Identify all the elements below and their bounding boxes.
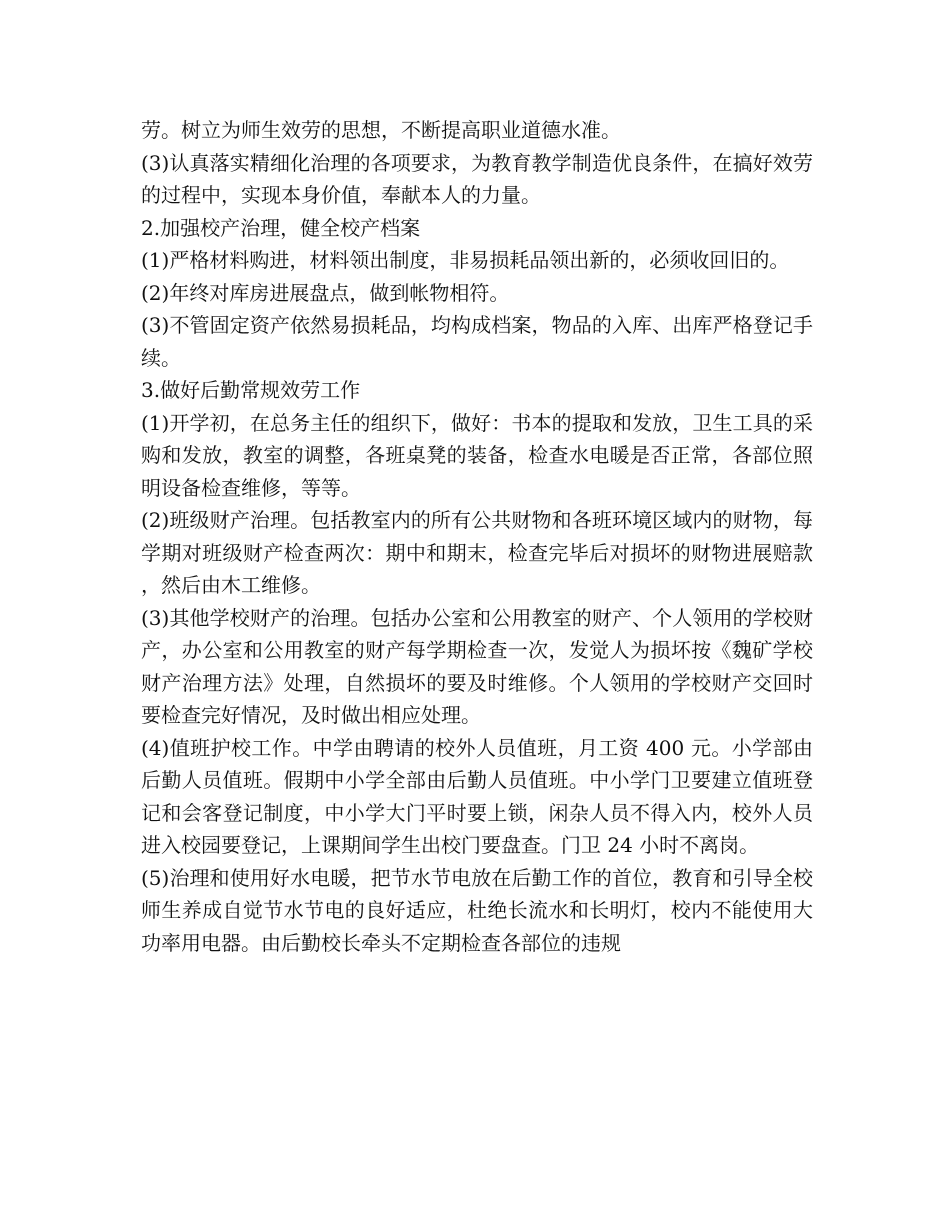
document-body: [141, 114, 813, 959]
section-heading-routine-service: 3.做好后勤常规效劳工作: [141, 378, 361, 402]
paragraph-refined-management: (3)认真落实精细化治理的各项要求，为教育教学制造优良条件，在搞好效劳的过程中，实现本身价值，奉献本人的力量。: [141, 150, 813, 207]
paragraph-duty-guard: (4)值班护校工作。中学由聘请的校外人员值班，月工资 400 元。小学部由后勤人员值班。假期中小学全部由后勤人员值班。中小学门卫要建立值班登记和会客登记制度，中小学大门平时要上锁，闲杂人员不得入内，校外人员进入校园要登记，上课期间学生出校门要盘查。门卫 24 小时不离岗。: [141, 735, 813, 857]
paragraph-asset-records: (3)不管固定资产依然易损耗品，均构成档案，物品的入库、出库严格登记手续。: [141, 313, 813, 370]
section-heading-property: 2.加强校产治理，健全校产档案: [141, 215, 421, 240]
paragraph-class-property: (2)班级财产治理。包括教室内的所有公共财物和各班环境区域内的财物，每学期对班级财产检查两次：期中和期末，检查完毕后对损坏的财物进展赔款，然后由木工维修。: [141, 508, 813, 597]
paragraph-other-property: (3)其他学校财产的治理。包括办公室和公用教室的财产、个人领用的学校财产，办公室和公用教室的财产每学期检查一次，发觉人为损坏按《魏矿学校财产治理方法》处理，自然损坏的要及时维修。个人领用的学校财产交回时要检查完好情况，及时做出相应处理。: [141, 605, 813, 727]
paragraph-intro-service: 劳。树立为师生效劳的思想，不断提高职业道德水准。: [141, 118, 621, 142]
paragraph-semester-start: (1)开学初，在总务主任的组织下，做好：书本的提取和发放，卫生工具的采购和发放，教室的调整，各班桌凳的装备，检查水电暖是否正常，各部位照明设备检查维修，等等。: [141, 410, 813, 500]
paragraph-material-purchase: (1)严格材料购进，材料领出制度，非易损耗品领出新的，必须收回旧的。: [141, 248, 790, 272]
paragraph-inventory-check: (2)年终对库房进展盘点，做到帐物相符。: [141, 280, 510, 305]
paragraph-utilities: (5)治理和使用好水电暖，把节水节电放在后勤工作的首位，教育和引导全校师生养成自觉节水节电的良好适应，杜绝长流水和长明灯，校内不能使用大功率用电器。由后勤校长牵头不定期检查各部位的违规: [141, 865, 813, 955]
